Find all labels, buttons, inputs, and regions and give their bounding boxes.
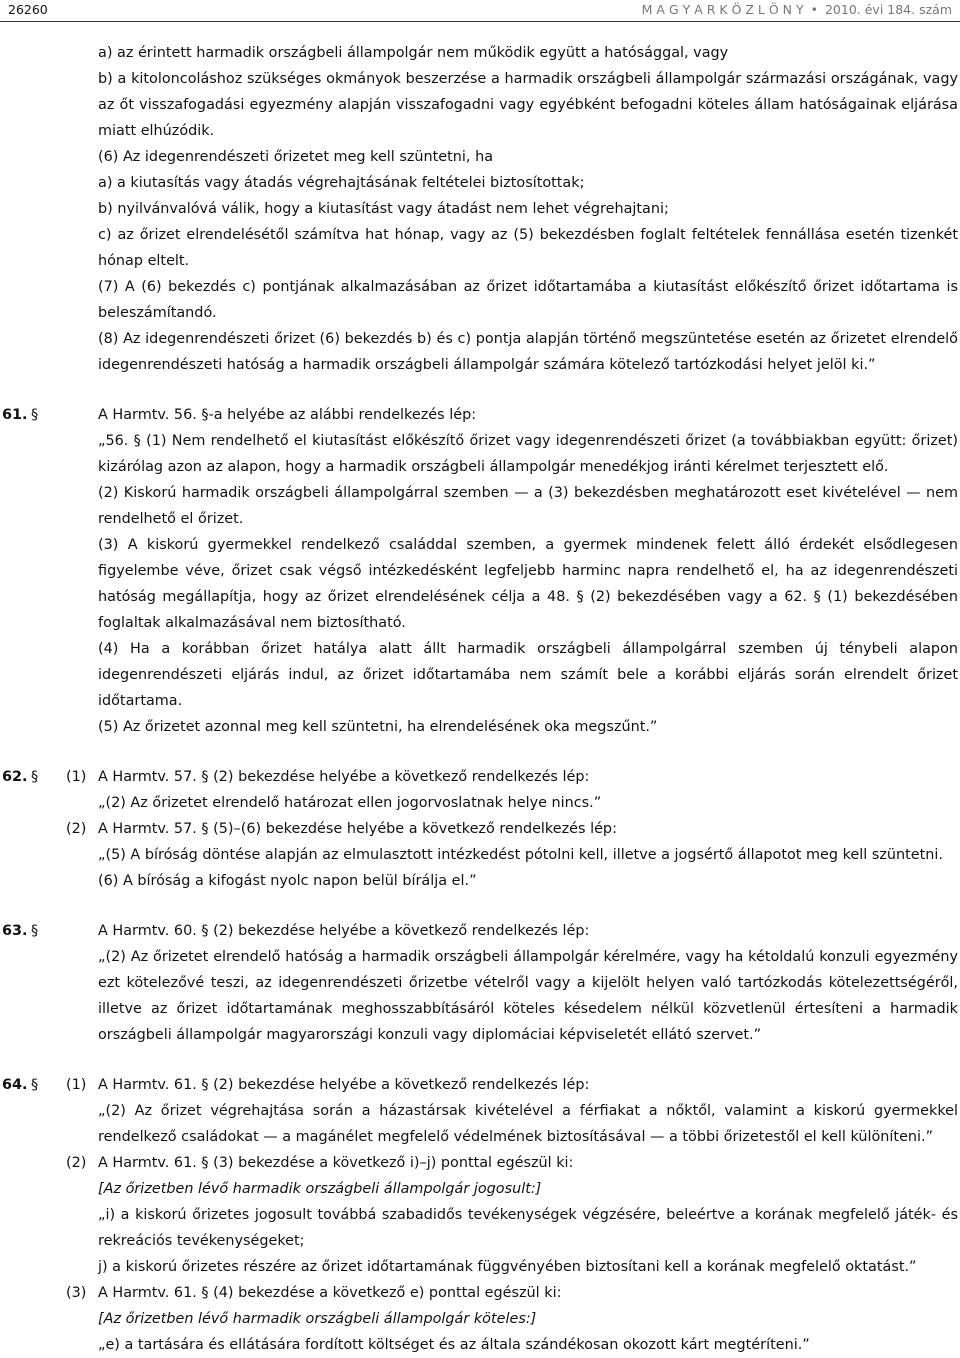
issue-label: 2010. évi 184. szám: [824, 2, 952, 17]
s61-para-4: (4) Ha a korábban őrizet hatálya alatt állt harmadik országbeli állampolgárral szemben új ténybeli alapon idegenrendészeti eljárás indul, az őrizet időtartamába nem számít bele a korábbi eljárás során elrendelt őrizet időtartama.: [98, 641, 958, 709]
section-sign: §: [31, 1077, 39, 1093]
paragraph-6-c: c) az őrizet elrendelésétől számítva hat hónap, vagy az (5) bekezdésben foglalt feltételek fennállása esetén tizenkét hónap eltelt.: [98, 227, 958, 269]
paragraph-6: (6) Az idegenrendészeti őrizetet meg kell szüntetni, ha: [98, 149, 494, 165]
s63-text: „(2) Az őrizetet elrendelő hatóság a harmadik országbeli állampolgár kérelmére, vagy ha kétoldalú konzuli egyezmény ezt kötelezővé teszi, az idegenrendészeti őrizetbe vételről vagy a kijelölt helyen való tartózkodás kötelezettségéről, illetve az őrizet időtartamának meghosszabbításáról köteles késedelem nélkül közvetlenül értesíteni a harmadik országbeli állampolgár magyarországi konzuli vagy diplomáciai képviseletét ellátó szervet.”: [98, 949, 958, 1043]
s64-intro-3: A Harmtv. 61. § (4) bekezdése a következő e) ponttal egészül ki:: [98, 1285, 562, 1301]
section-number-64: 64.: [2, 1077, 28, 1093]
s64-bracket-3: [Az őrizetben lévő harmadik országbeli állampolgár köteles:]: [98, 1311, 537, 1327]
point-b: b) a kitoloncoláshoz szükséges okmányok beszerzése a harmadik országbeli állampolgár származási országának, vagy az őt visszafogadási egyezmény alapján visszafogadni vagy egyébként befogadni köteles állam hatóságainak eljárása miatt elhúzódik.: [98, 71, 958, 139]
section-number-61: 61.: [2, 407, 28, 423]
s61-para-2: (2) Kiskorú harmadik országbeli állampolgárral szemben — a (3) bekezdésben meghatározott eset kivételével — nem rendelhető el őrizet.: [98, 485, 958, 527]
s62-intro-1: A Harmtv. 57. § (2) bekezdése helyébe a következő rendelkezés lép:: [98, 769, 590, 785]
section-sign: §: [31, 923, 39, 939]
s61-para-5: (5) Az őrizetet azonnal meg kell szüntetni, ha elrendelésének oka megszűnt.”: [98, 719, 658, 735]
header-rule: [0, 21, 960, 22]
subsection-number: (2): [66, 1155, 87, 1171]
paragraph-8: (8) Az idegenrendészeti őrizet (6) bekezdés b) és c) pontja alapján történő megszüntetése esetén az őrizetet elrendelő idegenrendészeti hatóság a harmadik országbeli állampolgár számára kötelező tartózkodási helyet jelöl ki.”: [98, 331, 958, 373]
s62-text-2a: „(5) A bíróság döntése alapján az elmulasztott intézkedést pótolni kell, illetve a jogsértő állapotot meg kell szüntetni.: [98, 847, 943, 863]
s63-intro: A Harmtv. 60. § (2) bekezdése helyébe a következő rendelkezés lép:: [98, 923, 590, 939]
s61-intro: A Harmtv. 56. §-a helyébe az alábbi rendelkezés lép:: [98, 407, 477, 423]
s61-para-1: „56. § (1) Nem rendelhető el kiutasítást előkészítő őrizet vagy idegenrendészeti őrizet (a továbbiakban együtt: őrizet) kizárólag azon az alapon, hogy a harmadik országbeli állampolgár menedékjog iránti kérelmet terjesztett elő.: [98, 433, 958, 475]
page-number: 26260: [8, 2, 48, 17]
section-number-63: 63.: [2, 923, 28, 939]
s64-point-j: j) a kiskorú őrizetes részére az őrizet időtartamának függvényében biztosítani kell a korának megfelelő oktatást.”: [98, 1259, 917, 1275]
s61-para-3: (3) A kiskorú gyermekkel rendelkező családdal szemben, a gyermek mindenek felett álló érdekét elsődlegesen figyelembe véve, őrizet csak végső intézkedésként legfeljebb harminc napra rendelhető el, ha az idegenrendészeti hatóság megállapítja, hogy az őrizet elrendelésének célja a 48. § (2) bekezdésében vagy a 62. § (1) bekezdésében foglaltak alkalmazásával nem biztosítható.: [98, 537, 958, 631]
s64-intro-1: A Harmtv. 61. § (2) bekezdése helyébe a következő rendelkezés lép:: [98, 1077, 590, 1093]
paragraph-6-b: b) nyilvánvalóvá válik, hogy a kiutasítást vagy átadást nem lehet végrehajtani;: [98, 201, 669, 217]
paragraph-6-a: a) a kiutasítás vagy átadás végrehajtásának feltételei biztosítottak;: [98, 175, 585, 191]
bullet-separator: •: [810, 2, 818, 17]
section-sign: §: [31, 769, 39, 785]
paragraph-7: (7) A (6) bekezdés c) pontjának alkalmazásában az őrizet időtartamába a kiutasítást előkészítő őrizet időtartama is beleszámítandó.: [98, 279, 958, 321]
s64-point-e: „e) a tartására és ellátására fordított költséget és az általa szándékosan okozott kárt megtéríteni.”: [98, 1337, 810, 1353]
s62-text-2b: (6) A bíróság a kifogást nyolc napon belül bírálja el.”: [98, 873, 477, 889]
s64-text-1: „(2) Az őrizet végrehajtása során a házastársak kivételével a férfiakat a nőktől, valamint a kiskorú gyermekkel rendelkező családokat — a magánélet megfelelő védelmének biztosításával — a többi őrizetestől el kell különíteni.”: [98, 1103, 958, 1145]
s64-point-i: „i) a kiskorú őrizetes jogosult továbbá szabadidős tevékenységek végzésére, beleértve a korának megfelelő játék- és rekreációs tevékenységeket;: [98, 1207, 958, 1249]
s62-intro-2: A Harmtv. 57. § (5)–(6) bekezdése helyébe a következő rendelkezés lép:: [98, 821, 617, 837]
journal-name: M A G Y A R K Ö Z L Ö N Y: [641, 2, 804, 17]
point-a: a) az érintett harmadik országbeli állampolgár nem működik együtt a hatósággal, vagy: [98, 45, 729, 61]
s64-bracket-2: [Az őrizetben lévő harmadik országbeli állampolgár jogosult:]: [98, 1181, 542, 1197]
s62-text-1: „(2) Az őrizetet elrendelő határozat ellen jogorvoslatnak helye nincs.”: [98, 795, 602, 811]
journal-title: [642, 2, 952, 17]
subsection-number: (2): [66, 821, 87, 837]
subsection-number: (1): [66, 1077, 87, 1093]
page-header: [0, 0, 960, 22]
s64-intro-2: A Harmtv. 61. § (3) bekezdése a következő i)–j) ponttal egészül ki:: [98, 1155, 574, 1171]
subsection-number: (3): [66, 1285, 87, 1301]
subsection-number: (1): [66, 769, 87, 785]
section-sign: §: [31, 407, 39, 423]
section-number-62: 62.: [2, 769, 28, 785]
